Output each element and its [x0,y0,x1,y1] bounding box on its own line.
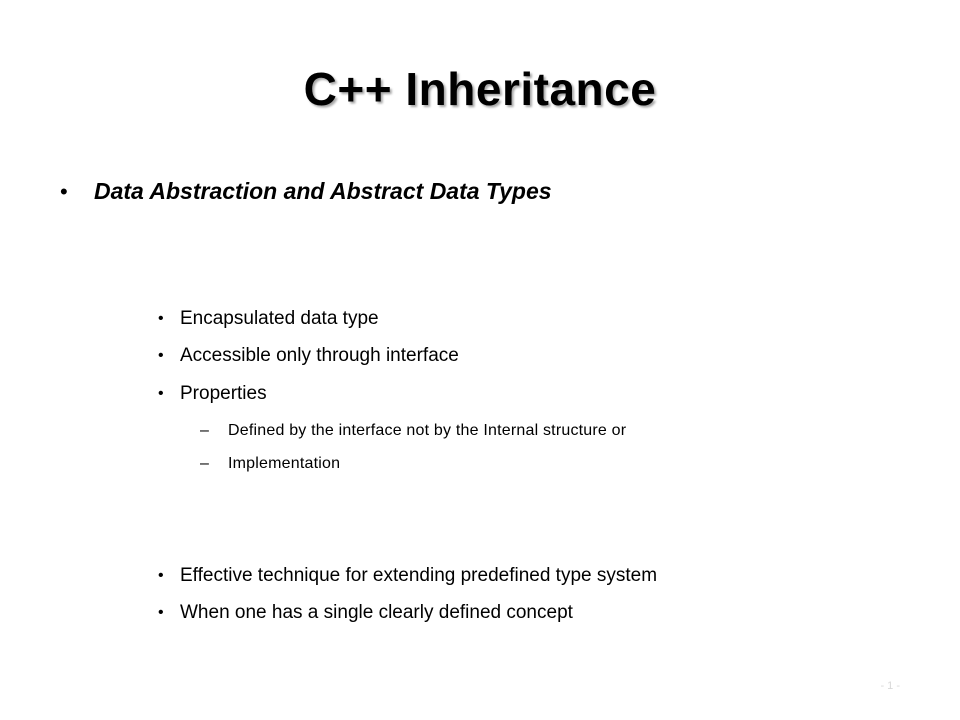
bullet-icon: • [158,604,164,621]
dash-item [200,422,626,440]
sub-bullet [158,565,657,587]
bullet-icon: • [158,385,164,402]
dash-item-text: Defined by the interface not by the Internal structure or [228,422,627,439]
page-number: - 1 - [880,680,900,692]
dash-icon: – [200,422,209,439]
sub-bullet-text: When one has a single clearly defined concept [180,602,573,623]
sub-bullet-text: Accessible only through interface [180,345,459,366]
sub-bullet [158,383,267,405]
main-bullet-text: Data Abstraction and Abstract Data Types [94,178,552,204]
dash-icon: – [200,455,209,472]
bullet-icon: • [158,347,164,364]
sub-bullet-text: Effective technique for extending predefined type system [180,565,658,586]
sub-bullet-text: Properties [180,383,267,404]
slide-title: C++ Inheritance [303,63,657,115]
dash-item-text: Implementation [228,455,341,472]
sub-bullet-text: Encapsulated data type [180,308,379,329]
bullet-icon: • [60,178,68,204]
dash-item [200,455,340,473]
sub-bullet [158,602,573,624]
bullet-icon: • [158,567,164,584]
main-bullet [60,178,552,205]
bullet-icon: • [158,310,164,327]
sub-bullet [158,308,379,330]
sub-bullet [158,345,459,367]
